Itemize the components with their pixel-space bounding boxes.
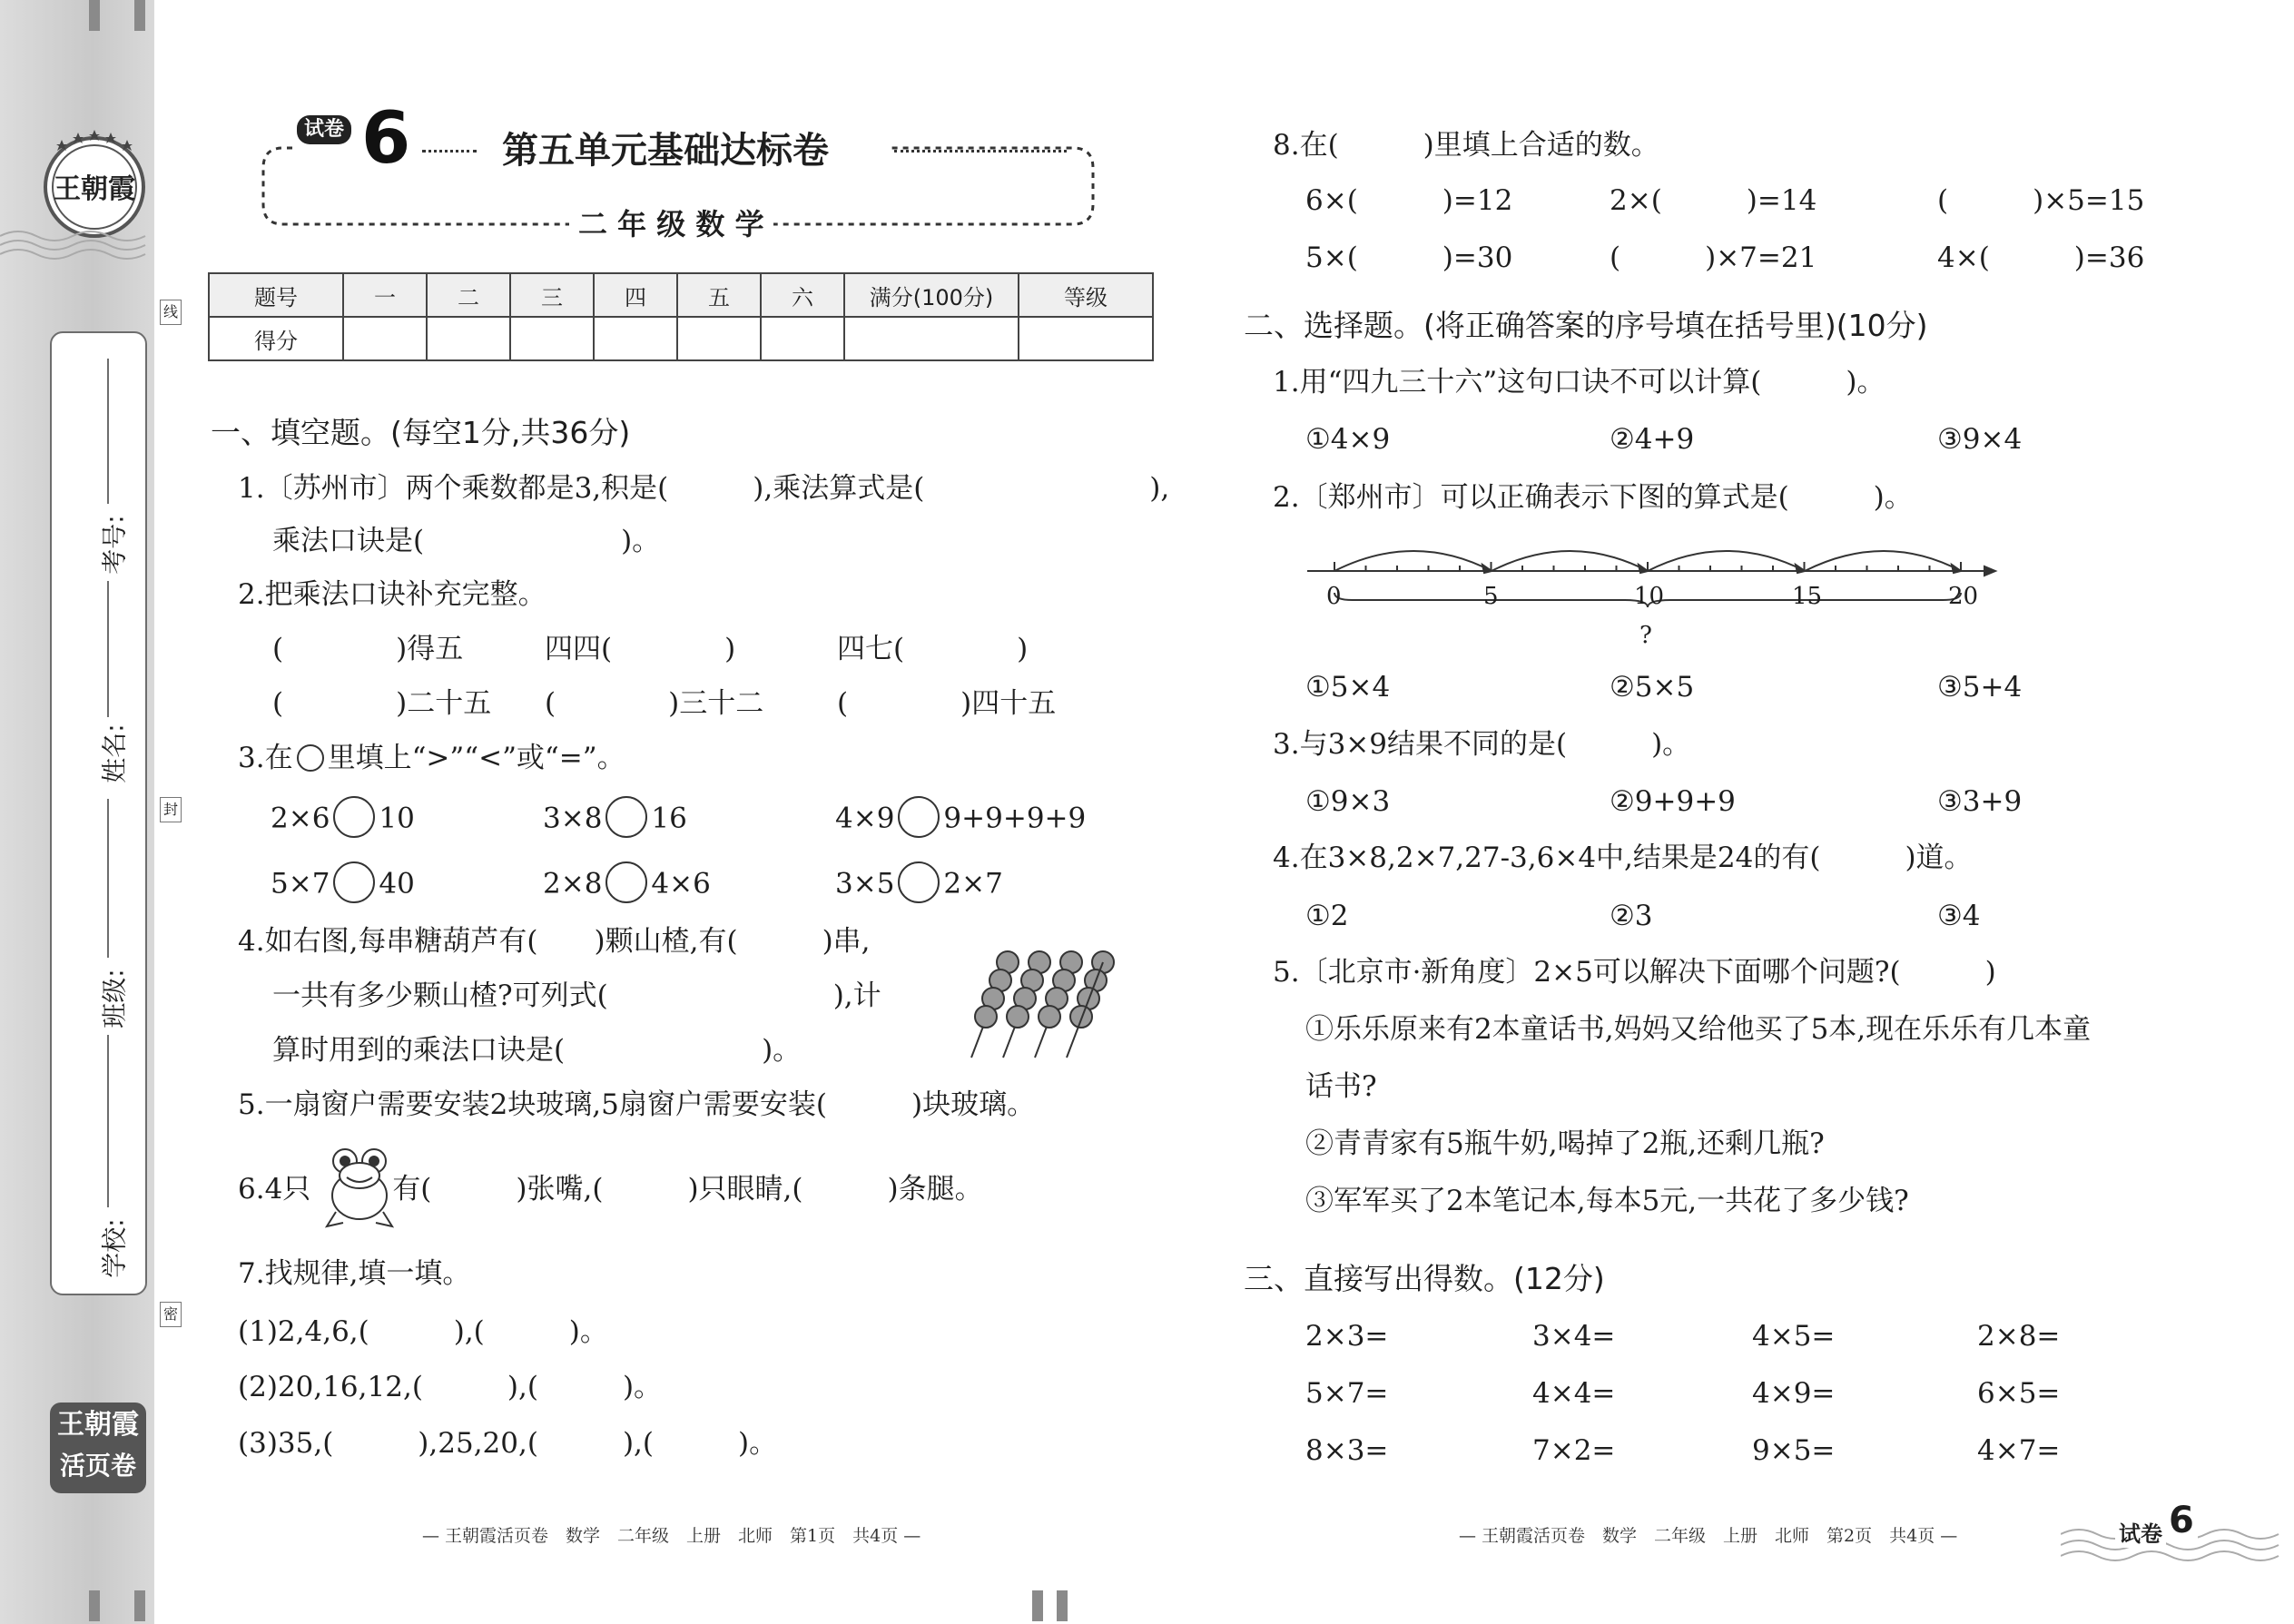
school-label: 学校:	[99, 1218, 130, 1278]
compare-item	[835, 799, 1086, 841]
calc-item: 4×5=	[1752, 1320, 1836, 1353]
footer-badge: 试卷	[2115, 1516, 2166, 1548]
compare-circle[interactable]	[605, 861, 647, 903]
brand-logo	[50, 1403, 146, 1493]
q8-item: 5×( )=30	[1305, 241, 1513, 274]
calc-item: 7×2=	[1532, 1434, 1616, 1467]
choice-option[interactable]: ②3	[1610, 900, 1653, 932]
choice-option[interactable]: ①乐乐原来有2本童话书,妈妈又给他买了5本,现在乐乐有几本童	[1305, 1013, 2092, 1046]
class-label: 班级:	[99, 969, 130, 1029]
q7-item: (3)35,( ),25,20,( ),( )。	[238, 1427, 778, 1460]
exam-number: 6	[361, 98, 411, 180]
table-cell: 二	[427, 273, 510, 317]
table-cell: 一	[343, 273, 427, 317]
table-cell: 三	[510, 273, 594, 317]
calc-item: 5×7=	[1305, 1377, 1389, 1410]
compare-circle[interactable]	[898, 861, 940, 903]
q8-item: ( )×7=21	[1610, 241, 1817, 274]
punch-mark	[134, 0, 145, 31]
brand-seal-icon	[36, 127, 153, 243]
punch-mark	[134, 1590, 145, 1621]
compare-item	[835, 864, 1003, 906]
calc-item: 4×7=	[1977, 1434, 2061, 1467]
compare-item	[543, 864, 711, 906]
compare-left: 2×6	[271, 802, 330, 835]
choice-option[interactable]: ①4×9	[1305, 423, 1391, 456]
q8-item: 6×( )=12	[1305, 184, 1513, 217]
calc-item: 6×5=	[1977, 1377, 2061, 1410]
score-cell[interactable]	[677, 317, 761, 360]
q8-item: ( )×5=15	[1937, 184, 2145, 217]
q2-item: ( )得五	[272, 633, 464, 665]
table-cell: 六	[761, 273, 844, 317]
q4-line3: 算时用到的乘法口诀是( )。	[272, 1034, 802, 1067]
compare-circle[interactable]	[605, 796, 647, 838]
q8: 8.在( )里填上合适的数。	[1273, 129, 1659, 162]
q8-item: 2×( )=14	[1610, 184, 1817, 217]
compare-right: 9+9+9+9	[943, 802, 1087, 835]
table-cell: 得分	[209, 317, 343, 360]
compare-left: 3×5	[835, 867, 895, 901]
calc-item: 2×3=	[1305, 1320, 1389, 1353]
q3-tail: 里填上“>”“<”或“=”。	[327, 742, 625, 774]
footer-left: — 王朝霞活页卷 数学 二年级 上册 北师 第1页 共4页 —	[422, 1526, 921, 1546]
q1-line2: 乘法口诀是( )。	[272, 525, 661, 557]
table-row	[209, 317, 1153, 360]
score-cell[interactable]	[761, 317, 844, 360]
calc-item: 2×8=	[1977, 1320, 2061, 1353]
cut-mark: 密	[160, 1302, 182, 1327]
compare-right: 2×7	[943, 867, 1003, 901]
score-cell[interactable]	[343, 317, 427, 360]
q3-head: 3.在	[238, 742, 293, 774]
calc-item: 3×4=	[1532, 1320, 1616, 1353]
choice-option[interactable]: ①9×3	[1305, 785, 1391, 818]
class-field[interactable]	[107, 799, 109, 958]
choice-option[interactable]: ②4+9	[1610, 423, 1695, 456]
q3	[238, 740, 625, 776]
question-mark: ?	[1639, 622, 1652, 649]
candied-haws-icon	[953, 926, 1135, 1062]
compare-item	[271, 799, 415, 841]
choice-1: 1.用“四九三十六”这句口诀不可以计算( )。	[1273, 366, 1885, 399]
punch-mark	[1057, 1590, 1068, 1621]
circle-icon	[297, 744, 324, 772]
choice-option[interactable]: ③3+9	[1937, 785, 2023, 818]
tick-label: 0	[1326, 583, 1342, 610]
calc-item: 9×5=	[1752, 1434, 1836, 1467]
compare-right: 10	[379, 802, 415, 835]
q5: 5.一扇窗户需要安装2块玻璃,5扇窗户需要安装( )块玻璃。	[238, 1088, 1036, 1121]
table-cell: 满分(100分)	[844, 273, 1019, 317]
compare-right: 40	[379, 867, 415, 901]
footer-number: 6	[2165, 1500, 2198, 1541]
table-cell: 等级	[1019, 273, 1153, 317]
q2-item: ( )二十五	[272, 687, 492, 720]
section-3-heading: 三、直接写出得数。(12分)	[1244, 1261, 1605, 1296]
q4-line2: 一共有多少颗山楂?可列式( ),计	[272, 979, 881, 1012]
table-cell: 五	[677, 273, 761, 317]
compare-left: 5×7	[271, 867, 330, 901]
compare-circle[interactable]	[898, 796, 940, 838]
choice-option[interactable]: ③5+4	[1937, 671, 2023, 704]
compare-right: 4×6	[651, 867, 711, 901]
compare-circle[interactable]	[333, 796, 375, 838]
section-1-heading: 一、填空题。(每空1分,共36分)	[211, 415, 631, 450]
q1-line1: 1.〔苏州市〕两个乘数都是3,积是( ),乘法算式是( ),	[238, 472, 1170, 505]
q7: 7.找规律,填一填。	[238, 1257, 471, 1290]
choice-option[interactable]: ②5×5	[1610, 671, 1695, 704]
name-label: 姓名:	[99, 723, 130, 783]
section-2-heading: 二、选择题。(将正确答案的序号填在括号里)(10分)	[1244, 308, 1928, 343]
q7-item: (1)2,4,6,( ),( )。	[238, 1315, 608, 1348]
q2-item: 四七( )	[837, 633, 1029, 665]
score-cell[interactable]	[510, 317, 594, 360]
calc-item: 4×4=	[1532, 1377, 1616, 1410]
q8-item: 4×( )=36	[1937, 241, 2145, 274]
choice-option[interactable]: ①2	[1305, 900, 1349, 932]
q7-item: (2)20,16,12,( ),( )。	[238, 1371, 663, 1403]
punch-mark	[1032, 1590, 1043, 1621]
q2-item: ( )三十二	[545, 687, 764, 720]
choice-4: 4.在3×8,2×7,27-3,6×4中,结果是24的有( )道。	[1273, 842, 1973, 874]
choice-option[interactable]: ③军军买了2本笔记本,每本5元,一共花了多少钱?	[1305, 1185, 1909, 1217]
score-table	[208, 272, 1154, 361]
exam-number-field[interactable]	[107, 359, 109, 504]
compare-left: 3×8	[543, 802, 603, 835]
calc-item: 4×9=	[1752, 1377, 1836, 1410]
q6-rest: 有( )张嘴,( )只眼睛,( )条腿。	[392, 1173, 983, 1206]
score-cell[interactable]	[844, 317, 1019, 360]
brand-sub: 活页卷	[59, 1451, 136, 1481]
choice-option[interactable]: ①5×4	[1305, 671, 1391, 704]
name-field[interactable]	[107, 581, 109, 717]
subtitle: 二 年 级 数 学	[569, 204, 773, 244]
compare-left: 2×8	[543, 867, 603, 901]
brand-name: 王朝霞	[57, 1409, 139, 1441]
score-cell[interactable]	[594, 317, 677, 360]
exam-number-label: 考号:	[99, 515, 130, 575]
punch-mark	[89, 0, 100, 31]
school-field[interactable]	[107, 1035, 109, 1207]
frog-icon	[320, 1139, 399, 1230]
compare-right: 16	[651, 802, 687, 835]
divider	[894, 150, 1067, 153]
cut-mark: 封	[160, 797, 182, 822]
choice-option[interactable]: ③9×4	[1937, 423, 2023, 456]
compare-item	[543, 799, 687, 841]
score-cell[interactable]	[1019, 317, 1153, 360]
q2-item: 四四( )	[545, 633, 736, 665]
choice-option[interactable]: ③4	[1937, 900, 1981, 932]
punch-mark	[89, 1590, 100, 1621]
choice-option[interactable]: ②青青家有5瓶牛奶,喝掉了2瓶,还剩几瓶?	[1305, 1127, 1825, 1160]
table-row	[209, 273, 1153, 317]
q2: 2.把乘法口诀补充完整。	[238, 578, 546, 611]
divider	[422, 150, 477, 153]
choice-3: 3.与3×9结果不同的是( )。	[1273, 728, 1691, 761]
compare-circle[interactable]	[333, 861, 375, 903]
choice-5: 5.〔北京市·新角度〕2×5可以解决下面哪个问题?( )	[1273, 956, 1996, 989]
choice-2: 2.〔郑州市〕可以正确表示下图的算式是( )。	[1273, 481, 1913, 514]
q2-item: ( )四十五	[837, 687, 1057, 720]
student-info-box	[50, 331, 147, 1295]
table-cell: 四	[594, 273, 677, 317]
score-cell[interactable]	[427, 317, 510, 360]
badge: 试卷	[297, 115, 351, 144]
tick-label: 15	[1792, 583, 1823, 610]
q4-line1: 4.如右图,每串糖葫芦有( )颗山楂,有( )串,	[238, 925, 871, 958]
tick-label: 5	[1483, 583, 1499, 610]
wave-decoration	[0, 227, 154, 263]
page-title: 第五单元基础达标卷	[502, 130, 829, 172]
choice-option-cont: 话书?	[1305, 1070, 1377, 1103]
svg-text:王朝霞: 王朝霞	[54, 173, 135, 205]
compare-left: 4×9	[835, 802, 895, 835]
table-cell: 题号	[209, 273, 343, 317]
footer-right: — 王朝霞活页卷 数学 二年级 上册 北师 第2页 共4页 —	[1459, 1526, 1958, 1546]
q6-number: 6.4只	[238, 1173, 311, 1206]
choice-option[interactable]: ②9+9+9	[1610, 785, 1736, 818]
calc-item: 8×3=	[1305, 1434, 1389, 1467]
tick-label: 10	[1634, 583, 1665, 610]
tick-label: 20	[1948, 583, 1979, 610]
cut-mark: 线	[160, 300, 182, 325]
compare-item	[271, 864, 415, 906]
